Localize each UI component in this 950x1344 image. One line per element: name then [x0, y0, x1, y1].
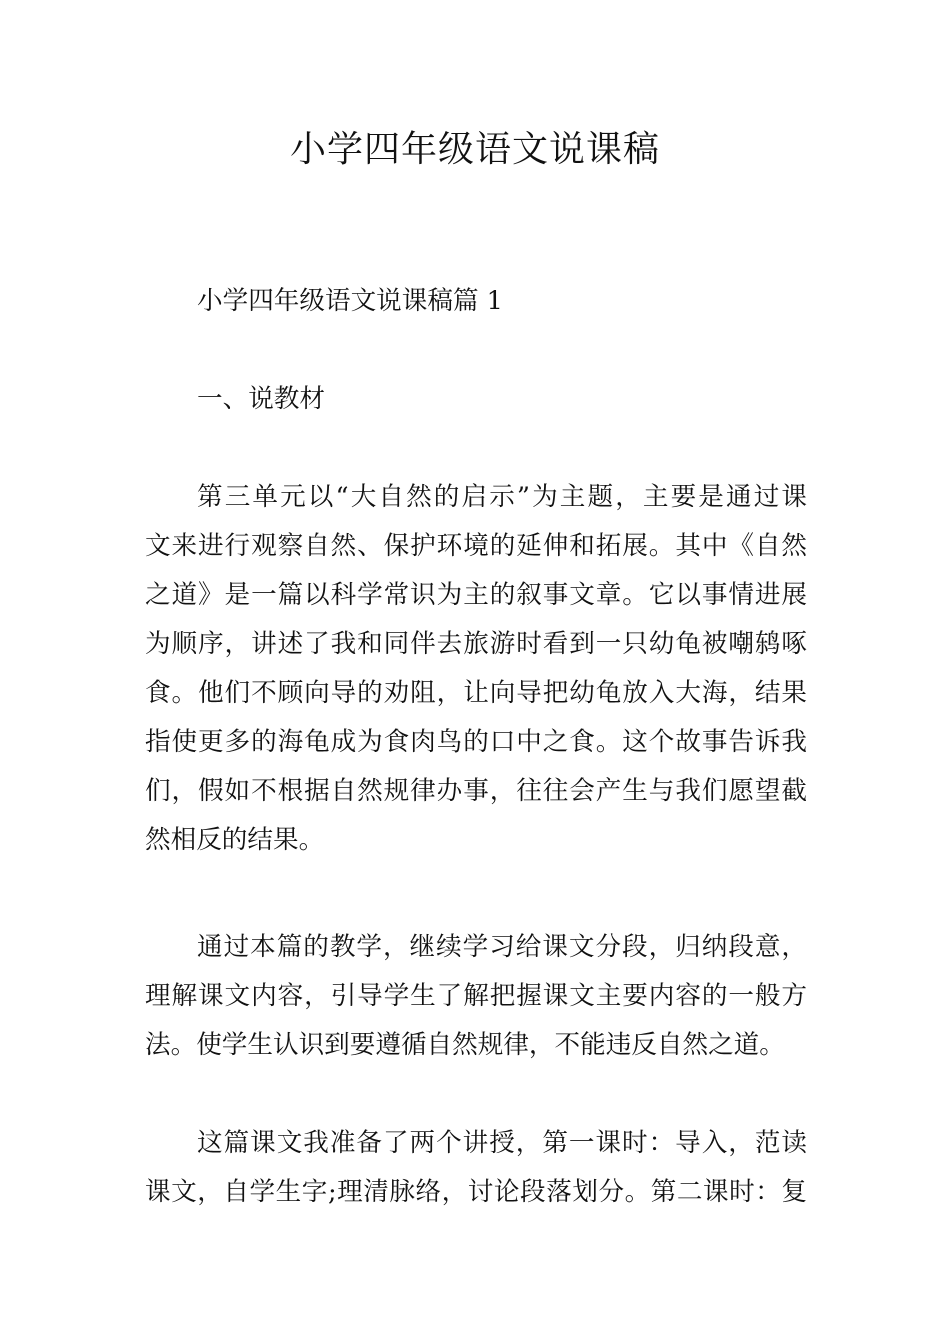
paragraph-line: 然相反的结果。 — [145, 825, 325, 855]
document-title: 小学四年级语文说课稿 — [289, 129, 660, 170]
paragraph-line: 文来进行观察自然、保护环境的延伸和拓展。其中《自然 — [145, 531, 807, 561]
paragraph-line: 法。使学生认识到要遵循自然规律，不能违反自然之道。 — [145, 1030, 785, 1060]
section-heading: 一、说教材 — [197, 384, 325, 414]
paragraph-line: 指使更多的海龟成为食肉鸟的口中之食。这个故事告诉我 — [145, 727, 807, 757]
paragraph-line: 这篇课文我准备了两个讲授，第一课时：导入，范读 — [197, 1128, 807, 1158]
paragraph-line: 食。他们不顾向导的劝阻，让向导把幼龟放入大海，结果 — [145, 678, 807, 708]
article-subtitle: 小学四年级语文说课稿篇 1 — [197, 286, 503, 316]
paragraph-line: 们，假如不根据自然规律办事，往往会产生与我们愿望截 — [145, 776, 807, 806]
paragraph-line: 通过本篇的教学，继续学习给课文分段，归纳段意， — [197, 932, 807, 962]
paragraph-line: 课文，自学生字;理清脉络，讨论段落划分。第二课时：复 — [145, 1177, 807, 1207]
paragraph-line: 为顺序，讲述了我和同伴去旅游时看到一只幼龟被嘲鸫啄 — [145, 629, 807, 659]
paragraph-line: 第三单元以“大自然的启示”为主题，主要是通过课 — [197, 482, 807, 512]
paragraph-line: 之道》是一篇以科学常识为主的叙事文章。它以事情进展 — [145, 580, 807, 610]
paragraph-line: 理解课文内容，引导学生了解把握课文主要内容的一般方 — [145, 981, 807, 1011]
